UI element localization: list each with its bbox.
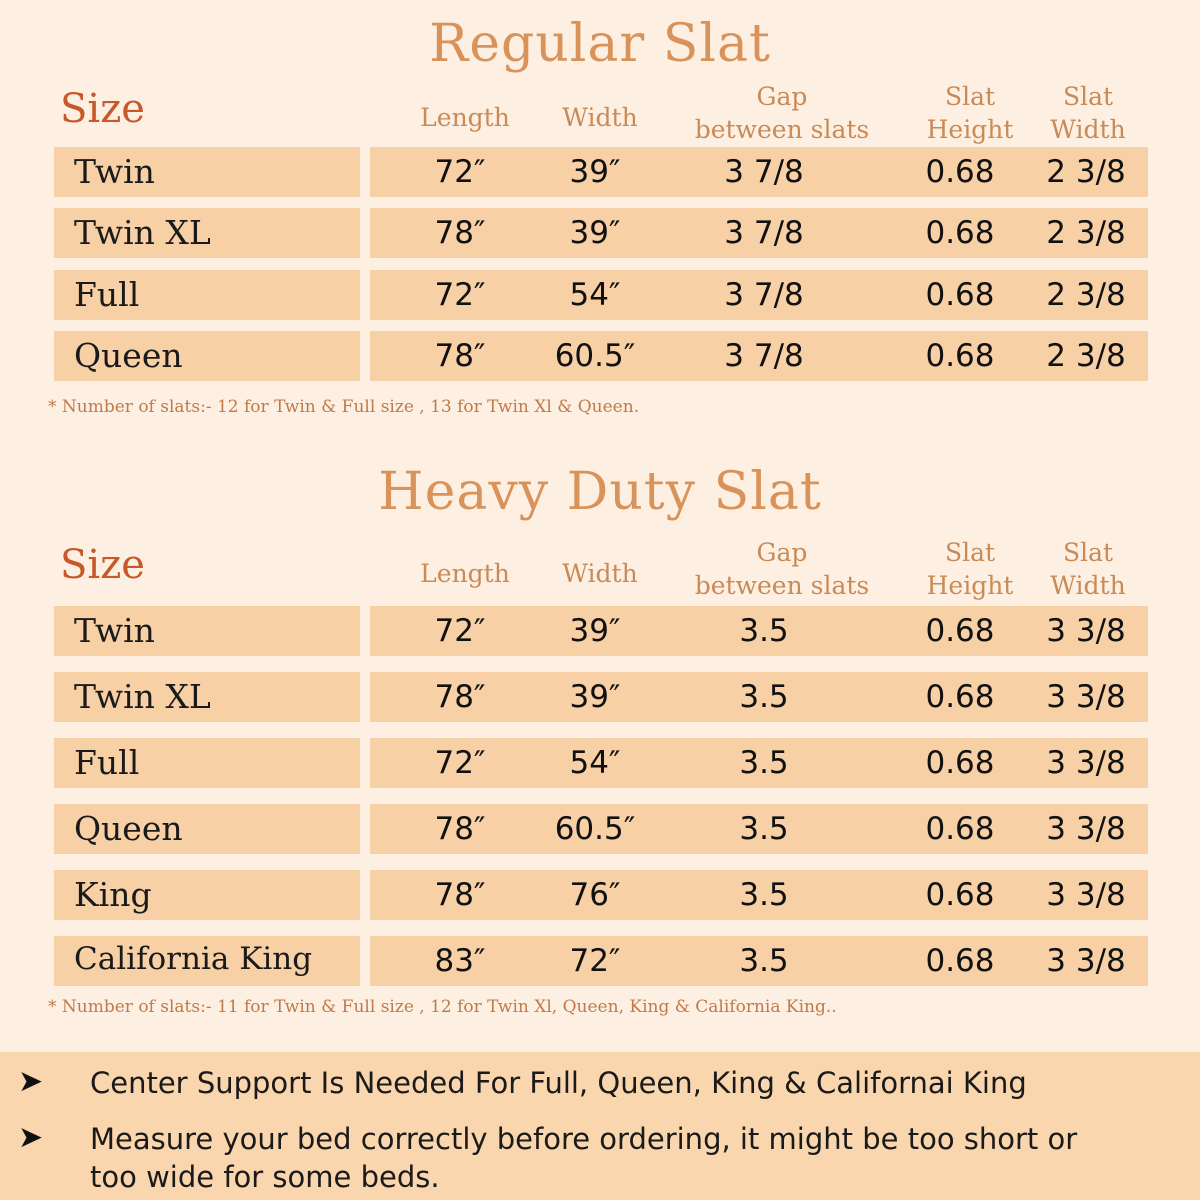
height-value: 0.68: [925, 811, 995, 847]
gap-value: 3.5: [739, 745, 789, 781]
slat-width-value: 3 3/8: [1046, 679, 1126, 715]
gap-value: 3 7/8: [724, 338, 804, 374]
table-row: [0, 870, 1200, 920]
length-value: 72″: [434, 277, 486, 313]
slat-width-value: 3 3/8: [1046, 811, 1126, 847]
slat-width-value: 3 3/8: [1046, 943, 1126, 979]
slat-width-value: 3 3/8: [1046, 613, 1126, 649]
length-value: 72″: [434, 613, 486, 649]
regular-slat-title: Regular Slat: [429, 14, 771, 74]
heavy-slat-width-header-line1: Slat: [1062, 538, 1114, 567]
gap-value: 3.5: [739, 877, 789, 913]
width-value: 54″: [569, 745, 621, 781]
table-row: [0, 738, 1200, 788]
regular-slat-width-header-line2: Width: [1050, 115, 1126, 144]
regular-length-header: Length: [420, 103, 510, 132]
size-label: Twin: [74, 152, 155, 191]
length-value: 78″: [434, 679, 486, 715]
height-value: 0.68: [925, 613, 995, 649]
gap-value: 3 7/8: [724, 215, 804, 251]
length-value: 72″: [434, 745, 486, 781]
height-value: 0.68: [925, 215, 995, 251]
gap-value: 3.5: [739, 811, 789, 847]
size-label: Full: [74, 743, 140, 782]
height-value: 0.68: [925, 154, 995, 190]
heavy-width-header: Width: [562, 559, 638, 588]
heavy-size-header: Size: [60, 542, 145, 588]
regular-height-header: [910, 80, 1030, 146]
table-row: [0, 936, 1200, 986]
length-value: 78″: [434, 811, 486, 847]
heavy-height-header-line2: Height: [926, 571, 1014, 600]
height-value: 0.68: [925, 338, 995, 374]
table-row: [0, 331, 1200, 381]
footer-notes: [0, 1052, 1200, 1200]
regular-gap-header: [672, 80, 892, 146]
arrow-bullet-icon: ➤: [18, 1120, 44, 1155]
regular-slat-note: * Number of slats:- 12 for Twin & Full size , 13 for Twin Xl & Queen.: [48, 397, 640, 417]
table-row: [0, 270, 1200, 320]
width-value: 39″: [569, 679, 621, 715]
slat-width-value: 3 3/8: [1046, 877, 1126, 913]
regular-height-header-line2: Height: [926, 115, 1014, 144]
regular-gap-header-line1: Gap: [756, 82, 808, 111]
slat-width-value: 3 3/8: [1046, 745, 1126, 781]
length-value: 78″: [434, 338, 486, 374]
slat-width-value: 2 3/8: [1046, 215, 1126, 251]
height-value: 0.68: [925, 943, 995, 979]
gap-value: 3.5: [739, 613, 789, 649]
table-row: [0, 606, 1200, 656]
heavy-slat-width-header: [1030, 536, 1146, 602]
gap-value: 3 7/8: [724, 154, 804, 190]
size-label: Twin XL: [74, 213, 211, 252]
gap-value: 3.5: [739, 943, 789, 979]
table-row: [0, 804, 1200, 854]
table-row: [0, 147, 1200, 197]
heavy-gap-header-line2: between slats: [694, 571, 870, 600]
slat-width-value: 2 3/8: [1046, 154, 1126, 190]
width-value: 60.5″: [554, 338, 636, 374]
height-value: 0.68: [925, 679, 995, 715]
size-label: Twin: [74, 611, 155, 650]
size-label: California King: [74, 941, 313, 977]
length-value: 72″: [434, 154, 486, 190]
length-value: 78″: [434, 215, 486, 251]
slat-width-value: 2 3/8: [1046, 277, 1126, 313]
regular-slat-width-header: [1030, 80, 1146, 146]
regular-width-header: Width: [562, 103, 638, 132]
gap-value: 3.5: [739, 679, 789, 715]
table-row: [0, 672, 1200, 722]
heavy-duty-slat-note: * Number of slats:- 11 for Twin & Full size , 12 for Twin Xl, Queen, King & California King..: [48, 997, 837, 1017]
arrow-bullet-icon: ➤: [18, 1064, 44, 1099]
height-value: 0.68: [925, 745, 995, 781]
table-row: [0, 208, 1200, 258]
gap-value: 3 7/8: [724, 277, 804, 313]
width-value: 54″: [569, 277, 621, 313]
length-value: 78″: [434, 877, 486, 913]
length-value: 83″: [434, 943, 486, 979]
heavy-height-header-line1: Slat: [944, 538, 996, 567]
size-label: King: [74, 875, 152, 914]
regular-gap-header-line2: between slats: [694, 115, 870, 144]
width-value: 76″: [569, 877, 621, 913]
height-value: 0.68: [925, 877, 995, 913]
heavy-height-header: [910, 536, 1030, 602]
heavy-gap-header-line1: Gap: [756, 538, 808, 567]
width-value: 39″: [569, 215, 621, 251]
height-value: 0.68: [925, 277, 995, 313]
heavy-slat-width-header-line2: Width: [1050, 571, 1126, 600]
heavy-duty-slat-title: Heavy Duty Slat: [378, 462, 822, 522]
heavy-gap-header: [672, 536, 892, 602]
width-value: 39″: [569, 613, 621, 649]
size-label: Twin XL: [74, 677, 211, 716]
width-value: 72″: [569, 943, 621, 979]
heavy-length-header: Length: [420, 559, 510, 588]
regular-slat-width-header-line1: Slat: [1062, 82, 1114, 111]
center-support-note: Center Support Is Needed For Full, Queen, King & Californai King: [90, 1066, 1027, 1100]
size-label: Queen: [74, 336, 183, 375]
width-value: 39″: [569, 154, 621, 190]
size-label: Full: [74, 275, 140, 314]
measure-bed-note: Measure your bed correctly before ordering, it might be too short or too wide for some beds.: [90, 1122, 1078, 1194]
slat-width-value: 2 3/8: [1046, 338, 1126, 374]
width-value: 60.5″: [554, 811, 636, 847]
regular-height-header-line1: Slat: [944, 82, 996, 111]
regular-size-header: Size: [60, 86, 145, 132]
size-label: Queen: [74, 809, 183, 848]
